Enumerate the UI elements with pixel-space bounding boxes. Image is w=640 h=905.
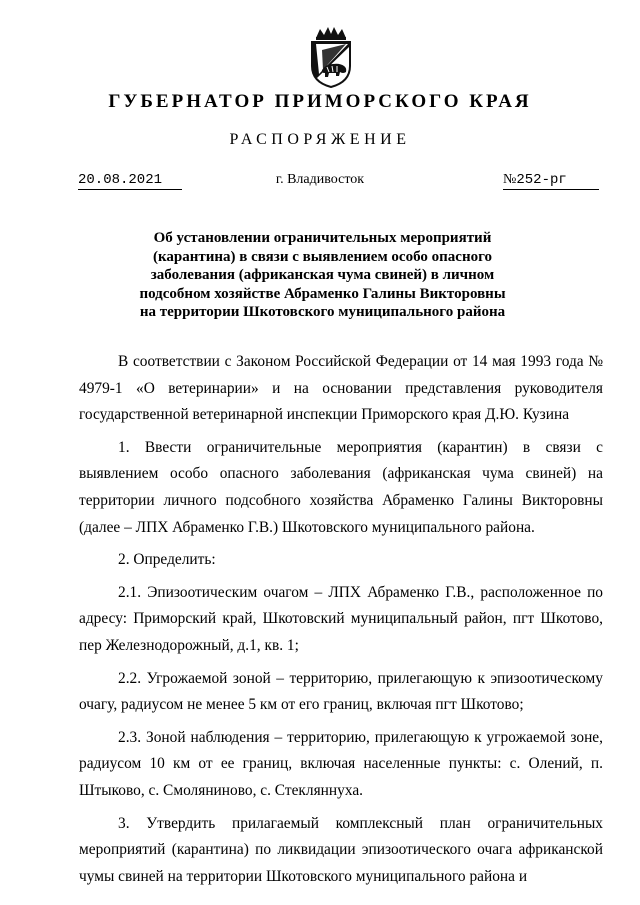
paragraph-1: 1. Ввести ограничительные мероприятия (карантин) в связи с выявлением особо опасного заболевания (африканская чума свиней) на территории личного подсобного хозяйства Абраменко Галины Викторовны (далее – ЛПХ Абраменко Г.В.) Шкотовского муниципального района. [79, 438, 603, 536]
document-date: 20.08.2021 [78, 172, 182, 190]
governor-title: ГУБЕРНАТОР ПРИМОРСКОГО КРАЯ [108, 91, 532, 112]
coat-of-arms-icon [302, 26, 360, 88]
document-type: РАСПОРЯЖЕНИЕ [229, 131, 411, 148]
paragraph-2-2: 2.2. Угрожаемой зоной – территорию, прилегающую к эпизоотическому очагу, радиусом не менее 5 км от его границ, включая пгт Шкотово; [79, 669, 603, 714]
document-number [503, 172, 599, 190]
number-value: 252-рг [516, 172, 567, 188]
paragraph-2-1: 2.1. Эпизоотическим очагом – ЛПХ Абраменко Г.В., расположенное по адресу: Приморский край, Шкотовский муниципальный район, пгт Шкотово, пер Железнодорожный, д.1, кв. 1; [79, 583, 603, 654]
document-subject: Об установлении ограничительных мероприятий (карантина) в связи с выявлением особо опасного заболевания (африканская чума свиней) в личном подсобном хозяйстве Абраменко Галины Викторовны на территории Шкотовского муниципального района [139, 230, 506, 321]
paragraph-3: 3. Утвердить прилагаемый комплексный план ограничительных мероприятий (карантина) по ликвидации эпизоотического очага африканской чумы свиней на территории Шкотовского муниципального района и [79, 814, 603, 885]
paragraph-2-3: 2.3. Зоной наблюдения – территорию, прилегающую к угрожаемой зоне, радиусом 10 км от ее границ, включая населенные пункты: с. Олений, п. Штыково, с. Смоляниново, с. Стекляннуха. [79, 728, 603, 799]
number-prefix: № [503, 172, 517, 187]
paragraph-2: 2. Определить: [118, 551, 216, 569]
paragraph-preamble: В соответствии с Законом Российской Федерации от 14 мая 1993 года № 4979-1 «О ветеринарии» и на основании представления руководителя государственной ветеринарной инспекции Приморского края Д.Ю. Кузина [79, 353, 603, 424]
document-city: г. Владивосток [275, 172, 365, 187]
document-body [79, 349, 603, 896]
